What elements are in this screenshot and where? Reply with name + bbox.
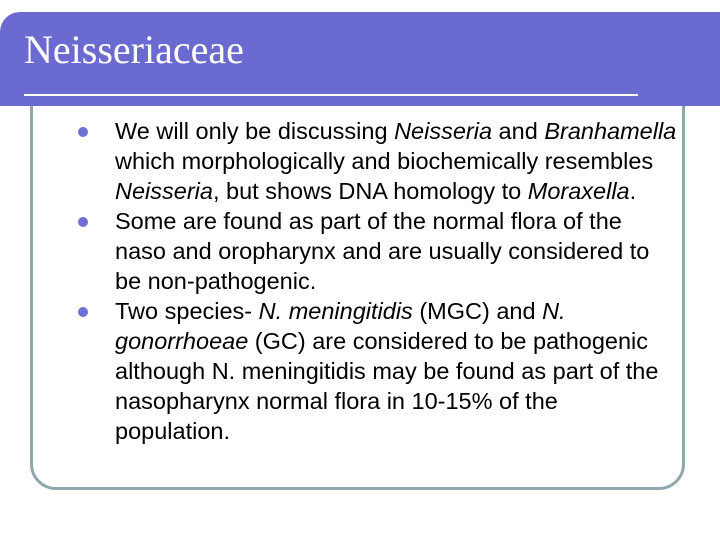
bullet-text-italic: Moraxella: [527, 178, 630, 204]
bullet-text-part: and: [492, 118, 545, 144]
bullet-text-italic: Neisseria: [394, 118, 493, 144]
bullet-text-part: , but shows DNA homology to: [212, 178, 528, 204]
bullet-text-italic: N. gonorrhoeae: [115, 298, 566, 354]
bullet-text-italic: N. meningitidis: [258, 298, 413, 324]
bullet-text-part: Two species-: [115, 298, 259, 324]
bullet-dot-icon: [78, 217, 88, 227]
bullet-text-part: (MGC) and: [412, 298, 543, 324]
bullet-dot-icon: [78, 127, 88, 137]
bullet-text-italic: Branhamella: [544, 118, 677, 144]
bullet-item-3: [78, 296, 678, 446]
bullet-text-italic: Neisseria: [115, 178, 213, 204]
bullet-text-part: Some are found as part of the normal flora of the naso and oropharynx and are usually considered to be non-pathogenic.: [115, 208, 650, 294]
bullet-item-1: [78, 116, 678, 206]
bullet-text-part: (GC) are considered to be pathogenic although N. meningitidis may be found as part of the nasopharynx normal flora in 10-15% of the population.: [115, 328, 659, 444]
bullet-text-part: which morphologically and biochemically resembles: [115, 148, 654, 174]
slide-title: Neisseriaceae: [24, 27, 244, 72]
title-underline: [24, 94, 638, 96]
bullet-text-part: We will only be discussing: [115, 118, 395, 144]
bullet-text-part: .: [629, 178, 637, 204]
bullet-item-2: [78, 206, 678, 296]
slide-body: [78, 116, 678, 446]
bullet-dot-icon: [78, 307, 88, 317]
title-banner-tail: [640, 12, 720, 106]
